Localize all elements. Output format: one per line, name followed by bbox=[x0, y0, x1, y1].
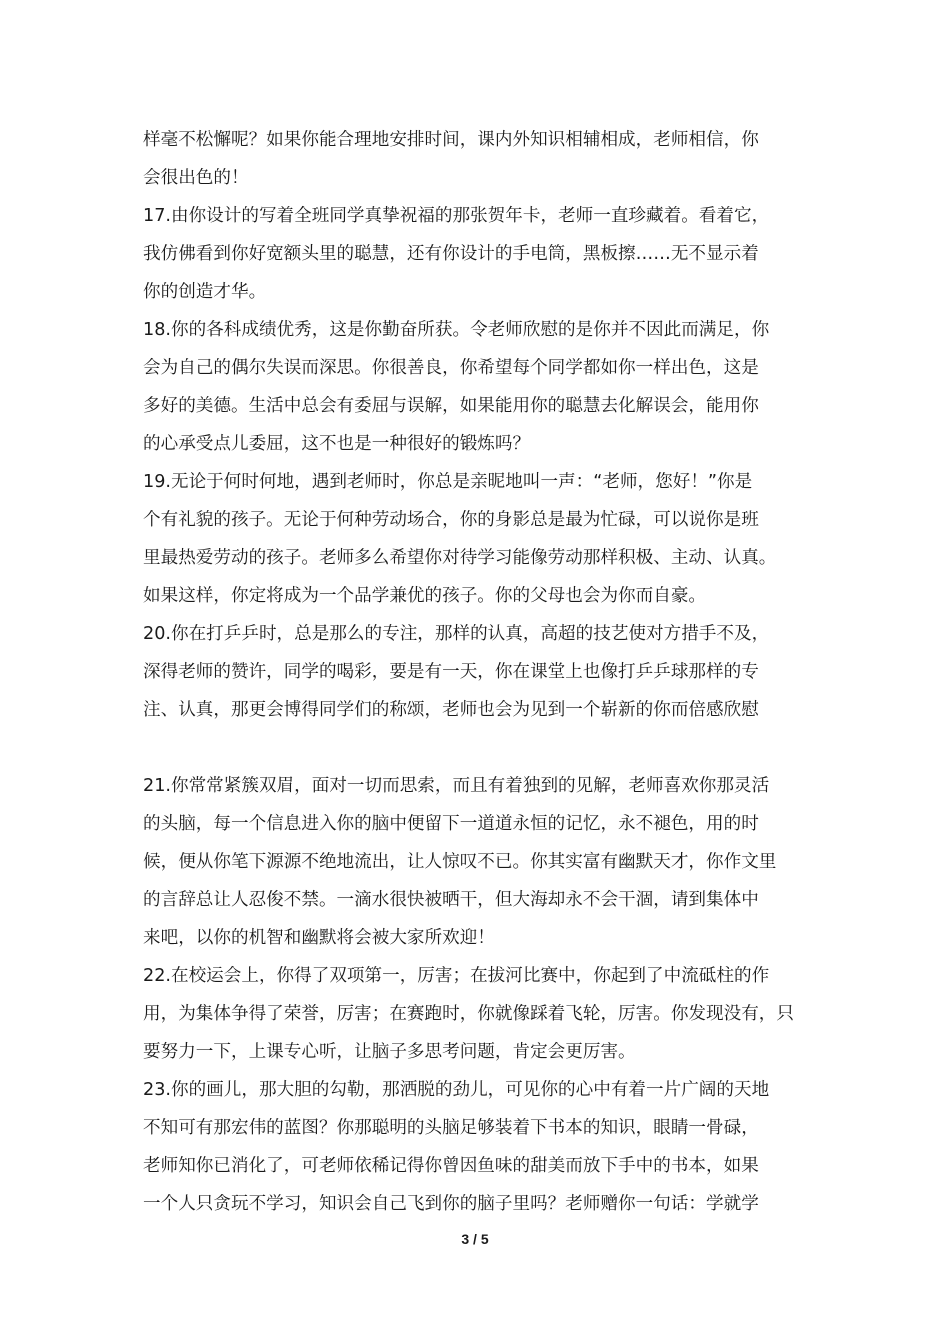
text-line: 来吧，以你的机智和幽默将会被大家所欢迎！ bbox=[143, 928, 495, 948]
text-line: 的言辞总让人忍俊不禁。一滴水很快被晒干，但大海却永不会干涸，请到集体中 bbox=[143, 890, 759, 910]
text-line: 深得老师的赞许，同学的喝彩，要是有一天，你在课堂上也像打乒乒球那样的专 bbox=[143, 662, 759, 682]
text-line: 会很出色的！ bbox=[143, 168, 249, 188]
text-line: 18.你的各科成绩优秀，这是你勤奋所获。令老师欣慰的是你并不因此而满足，你 bbox=[143, 320, 770, 340]
text-line: 我仿佛看到你好宽额头里的聪慧，还有你设计的手电筒，黑板擦……无不显示着 bbox=[143, 244, 759, 264]
text-line: 17.由你设计的写着全班同学真挚祝福的那张贺年卡，老师一直珍藏着。看着它， bbox=[143, 206, 770, 226]
text-line: 如果这样，你定将成为一个品学兼优的孩子。你的父母也会为你而自豪。 bbox=[143, 586, 707, 606]
text-line: 的心承受点儿委屈，这不也是一种很好的锻炼吗？ bbox=[143, 434, 531, 454]
text-line: 候，便从你笔下源源不绝地流出，让人惊叹不已。你其实富有幽默天才，你作文里 bbox=[143, 852, 777, 872]
text-line: 一个人只贪玩不学习，知识会自己飞到你的脑子里吗？老师赠你一句话：学就学 bbox=[143, 1194, 759, 1214]
text-line: 个有礼貌的孩子。无论于何种劳动场合，你的身影总是最为忙碌，可以说你是班 bbox=[143, 510, 759, 530]
text-line: 里最热爱劳动的孩子。老师多么希望你对待学习能像劳动那样积极、主动、认真。 bbox=[143, 548, 777, 568]
text-line: 样毫不松懈呢？如果你能合理地安排时间，课内外知识相辅相成，老师相信，你 bbox=[143, 130, 759, 150]
text-line: 老师知你已消化了，可老师依稀记得你曾因鱼味的甜美而放下手中的书本，如果 bbox=[143, 1156, 759, 1176]
text-line: 多好的美德。生活中总会有委屈与误解，如果能用你的聪慧去化解误会，能用你 bbox=[143, 396, 759, 416]
text-line: 你的创造才华。 bbox=[143, 282, 267, 302]
text-line: 23.你的画儿，那大胆的勾勒，那洒脱的劲儿，可见你的心中有着一片广阔的天地 bbox=[143, 1080, 770, 1100]
text-line: 用，为集体争得了荣誉，厉害；在赛跑时，你就像踩着飞轮，厉害。你发现没有，只 bbox=[143, 1004, 794, 1024]
text-line: 21.你常常紧簇双眉，面对一切而思索，而且有着独到的见解，老师喜欢你那灵活 bbox=[143, 776, 770, 796]
page-number: 3 / 5 bbox=[461, 1231, 489, 1247]
text-line: 20.你在打乒乒时，总是那么的专注，那样的认真，高超的技艺使对方措手不及， bbox=[143, 624, 770, 644]
text-line: 要努力一下，上课专心听，让脑子多思考问题，肯定会更厉害。 bbox=[143, 1042, 636, 1062]
text-line: 不知可有那宏伟的蓝图？你那聪明的头脑足够装着下书本的知识，眼睛一骨碌， bbox=[143, 1118, 759, 1138]
text-line: 注、认真，那更会博得同学们的称颂，老师也会为见到一个崭新的你而倍感欣慰 bbox=[143, 700, 759, 720]
text-line: 22.在校运会上，你得了双项第一，厉害；在拔河比赛中，你起到了中流砥柱的作 bbox=[143, 966, 770, 986]
text-line: 会为自己的偶尔失误而深思。你很善良，你希望每个同学都如你一样出色，这是 bbox=[143, 358, 759, 378]
text-line: 19.无论于何时何地，遇到老师时，你总是亲昵地叫一声：“老师，您好！”你是 bbox=[143, 472, 753, 492]
text-line: 的头脑，每一个信息进入你的脑中便留下一道道永恒的记忆，永不褪色，用的时 bbox=[143, 814, 759, 834]
